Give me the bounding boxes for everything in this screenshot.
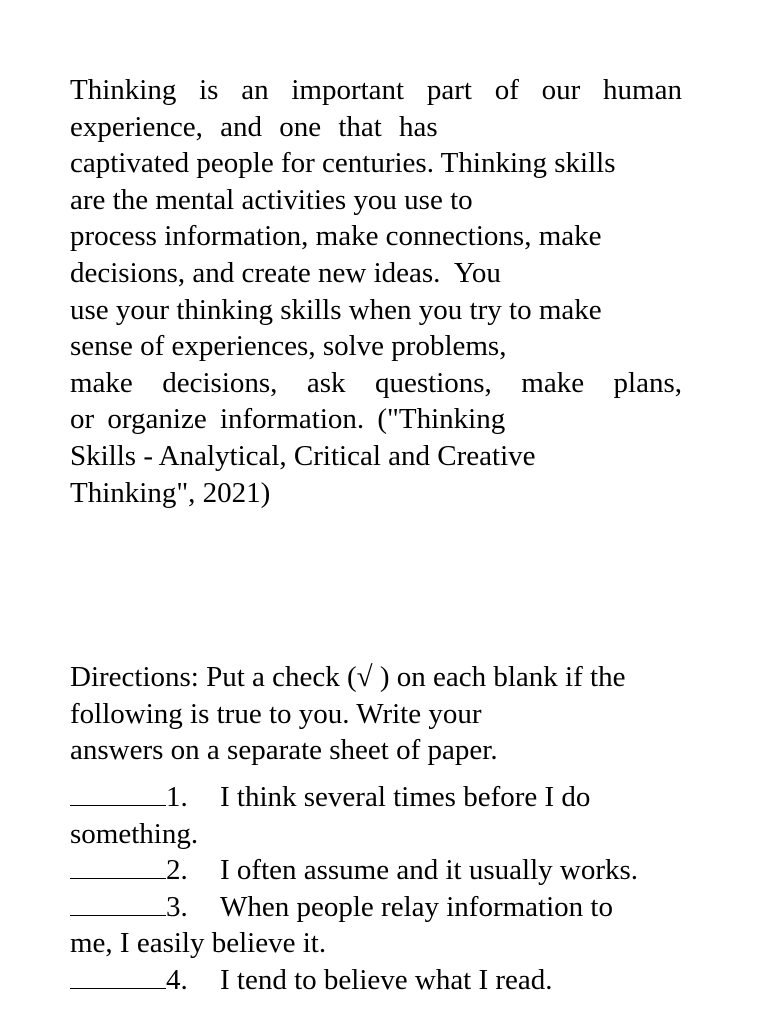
checklist-item (70, 779, 682, 852)
directions-line: following is true to you. Write your (70, 697, 482, 730)
checklist-item (70, 889, 682, 962)
checklist (70, 779, 682, 999)
intro-paragraph (70, 72, 682, 511)
paragraph-line: Thinking is an important part of our human (70, 74, 682, 106)
paragraph-line: process information, make connections, make (70, 220, 602, 253)
paragraph-line: decisions, and create new ideas. You (70, 256, 501, 289)
item-continuation: me, I easily believe it. (70, 927, 327, 960)
answer-blank[interactable] (70, 779, 166, 806)
paragraph-line: or organize information. ("Thinking (70, 403, 506, 436)
item-number: 3. (166, 890, 188, 923)
item-text: When people relay information to (220, 890, 613, 923)
spacer (70, 511, 682, 659)
paragraph-line: make decisions, ask questions, make plans, (70, 366, 682, 399)
paragraph-line: are the mental activities you use to (70, 183, 473, 216)
item-text: I often assume and it usually works. (220, 854, 639, 887)
paragraph-line: captivated people for centuries. Thinking skills (70, 147, 616, 180)
directions-line: answers on a separate sheet of paper. (70, 734, 498, 767)
answer-blank[interactable] (70, 889, 166, 916)
directions-line: Directions: Put a check (√ ) on each blank if the (70, 661, 626, 694)
paragraph-line: use your thinking skills when you try to make (70, 293, 602, 326)
paragraph-line: experience, and one that has (70, 110, 438, 143)
paragraph-line: Skills - Analytical, Critical and Creative (70, 439, 536, 472)
directions-paragraph (70, 659, 682, 769)
answer-blank[interactable] (70, 962, 166, 989)
item-number: 2. (166, 854, 188, 887)
item-number: 1. (166, 780, 188, 813)
item-number: 4. (166, 963, 188, 996)
item-text: I tend to believe what I read. (220, 963, 553, 996)
checklist-item (70, 852, 682, 889)
checklist-item (70, 962, 682, 999)
paragraph-line: sense of experiences, solve problems, (70, 330, 507, 363)
item-text: I think several times before I do (220, 780, 591, 813)
spacer (70, 769, 682, 779)
document-page (70, 72, 682, 998)
answer-blank[interactable] (70, 852, 166, 879)
item-continuation: something. (70, 817, 199, 850)
paragraph-line: Thinking", 2021) (70, 476, 271, 509)
